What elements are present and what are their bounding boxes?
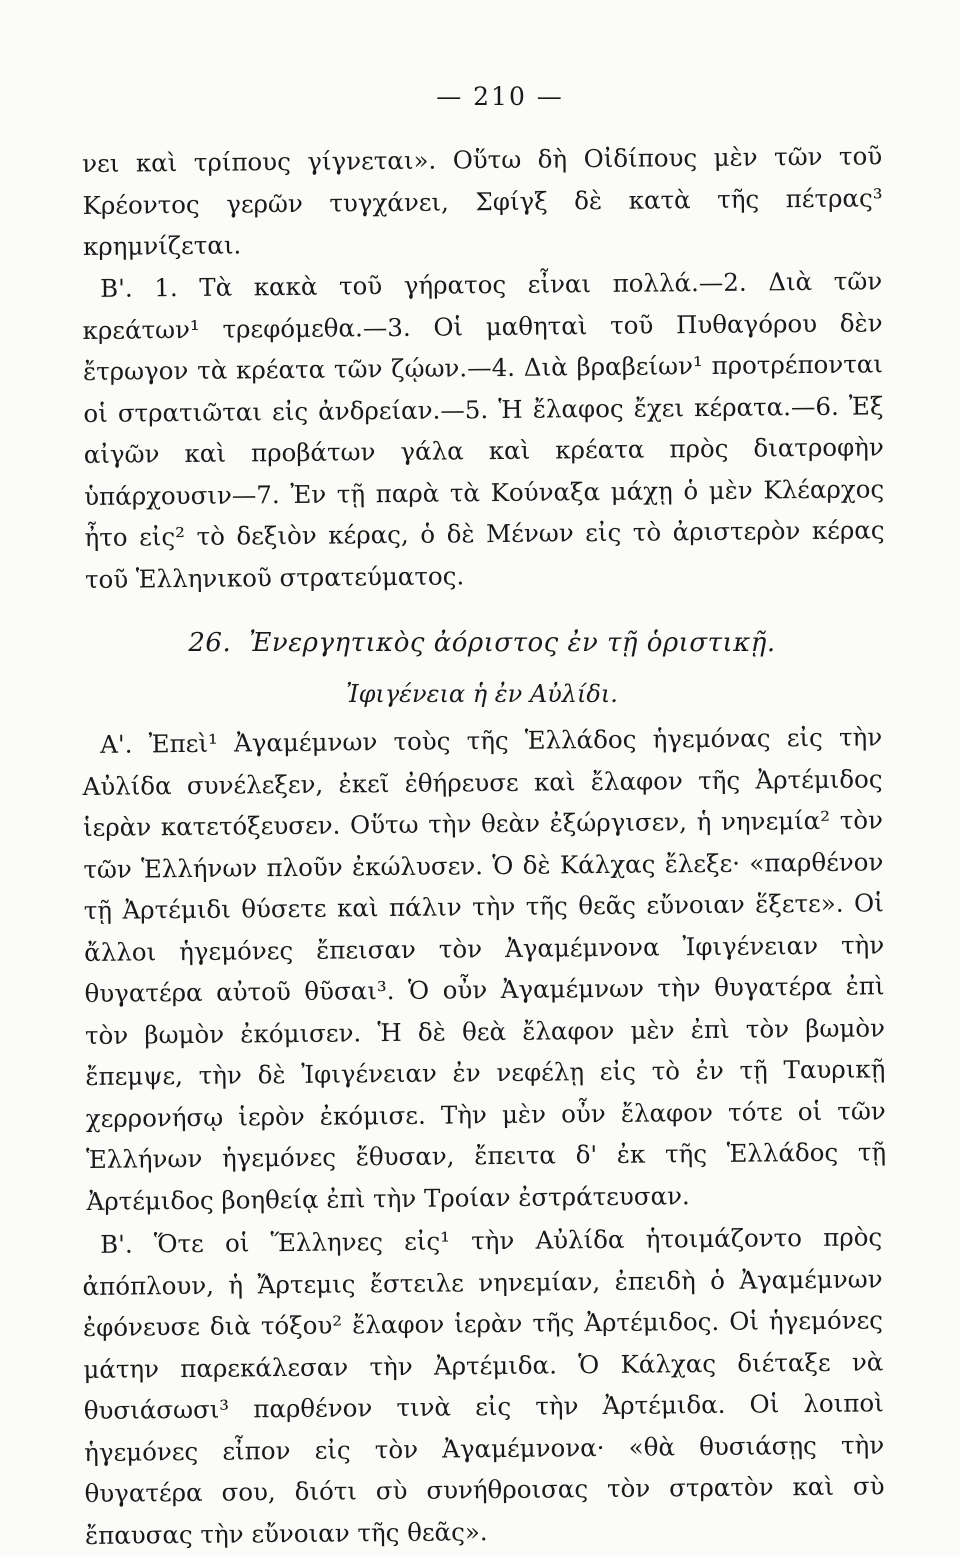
page-number: — 210 —	[436, 82, 564, 111]
part-b	[82, 1221, 885, 1556]
part-b-text: Ὅτε οἱ Ἕλληνες εἰς¹ τὴν Αὐλίδα ἡτοιμάζοντο πρὸς ἀπόπλουν, ἡ Ἄρτεμις ἔστειλε νηνεμίαν, ἐπειδὴ ὁ Ἀγαμέμνων ἐφόνευσε διὰ τόξου² ἔλαφον ἱερὰν τῆς Ἀρτέμιδος. Οἱ ἡγεμόνες μάτην παρεκάλεσαν τὴν Ἀρτέμιδα. Ὁ Κάλχας διέταξε νὰ θυσιάσωσι³ παρθένον τινὰ εἰς τὴν Ἀρτέμιδα. Οἱ λοιποὶ ἡγεμόνες εἶπον εἰς τὸν Ἀγαμέμνονα· «θὰ θυσιάσῃς τὴν θυγατέρα σου, διότι σὺ συνήθροισας τὸν στρατὸν καὶ σὺ ἔπαυσας τὴν εὔνοιαν τῆς θεᾶς».	[82, 1221, 885, 1549]
exercise-continuation	[82, 141, 885, 600]
part-a-paragraph	[82, 716, 887, 1222]
part-b-label: Β'.	[100, 1229, 133, 1259]
part-a-label: Α'.	[100, 729, 133, 759]
part-b-paragraph	[82, 1216, 885, 1556]
section-heading	[82, 628, 882, 658]
part-a-text: Ἐπεὶ¹ Ἀγαμέμνων τοὺς τῆς Ἑλλάδος ἡγεμόνας εἰς τὴν Αὐλίδα συνέλεξεν, ἐκεῖ ἐθήρευσε καὶ ἔλαφον τῆς Ἀρτέμιδος ἱερὰν κατετόξευσεν. Οὕτω τὴν θεὰν ἐξώργισεν, ἡ νηνεμία² τὸν τῶν Ἑλλήνων πλοῦν ἐκώλυσεν. Ὁ δὲ Κάλχας ἔλεξε· «παρθένον τῇ Ἀρτέμιδι θύσετε καὶ πάλιν τὴν τῆς θεᾶς εὔνοιαν ἕξετε». Οἱ ἄλλοι ἡγεμόνες ἔπεισαν τὸν Ἀγαμέμνονα Ἰφιγένειαν τὴν θυγατέρα αὐτοῦ θῦσαι³. Ὁ οὖν Ἀγαμέμνων τὴν θυγατέρα ἐπὶ τὸν βωμὸν ἐκόμισεν. Ἡ δὲ θεὰ ἔλαφον μὲν ἐπὶ τὸν βωμὸν ἔπεμψε, τὴν δὲ Ἰφιγένειαν ἐν νεφέλῃ εἰς τὸ ἐν τῇ Ταυρικῇ χερρονήσῳ ἱερὸν ἐκόμισε. Τὴν μὲν οὖν ἔλαφον τότε οἱ τῶν Ἑλλήνων ἡγεμόνες ἔθυσαν, ἔπειτα δ' ἐκ τῆς Ἑλλάδος τῇ Ἀρτέμιδος βοηθείᾳ ἐπὶ τὴν Τροίαν ἐστράτευσαν.	[82, 721, 887, 1215]
exercise-b-text: 1. Τὰ κακὰ τοῦ γήρατος εἶναι πολλά.—2. Διὰ τῶν κρεάτων¹ τρεφόμεθα.—3. Οἱ μαθηταὶ τοῦ Πυθαγόρου δὲν ἔτρωγον τὰ κρέατα τῶν ζῴων.—4. Διὰ βραβείων¹ προτρέπονται οἱ στρατιῶται εἰς ἀνδρείαν.—5. Ἡ ἔλαφος ἔχει κέρατα.—6. Ἐξ αἰγῶν καὶ προβάτων γάλα καὶ κρέατα πρὸς διατροφὴν ὑπάρχουσιν—7. Ἐν τῇ παρὰ τὰ Κούναξα μάχῃ ὁ μὲν Κλέαρχος ἦτο εἰς² τὸ δεξιὸν κέρας, ὁ δὲ Μένων εἰς τὸ ἀριστερὸν κέρας τοῦ Ἑλληνικοῦ στρατεύματος.	[82, 265, 885, 593]
exercise-b-label: Β'.	[100, 273, 133, 303]
section-subtitle: Ἰφιγένεια ἡ ἐν Αὐλίδι.	[346, 679, 618, 708]
intro-paragraph: νει καὶ τρίπους γίγνεται». Οὕτω δὴ Οἰδίπους μὲν τῶν τοῦ Κρέοντος γερῶν τυγχάνει, Σφίγξ δὲ κατὰ τῆς πέτρας³ κρημνίζεται.	[82, 141, 883, 261]
section-title: Ἐνεργητικὸς ἀόριστος ἐν τῇ ὁριστικῇ.	[249, 627, 776, 658]
part-a	[82, 721, 887, 1222]
exercise-b-paragraph	[82, 260, 885, 600]
section-number: 26.	[188, 627, 232, 658]
